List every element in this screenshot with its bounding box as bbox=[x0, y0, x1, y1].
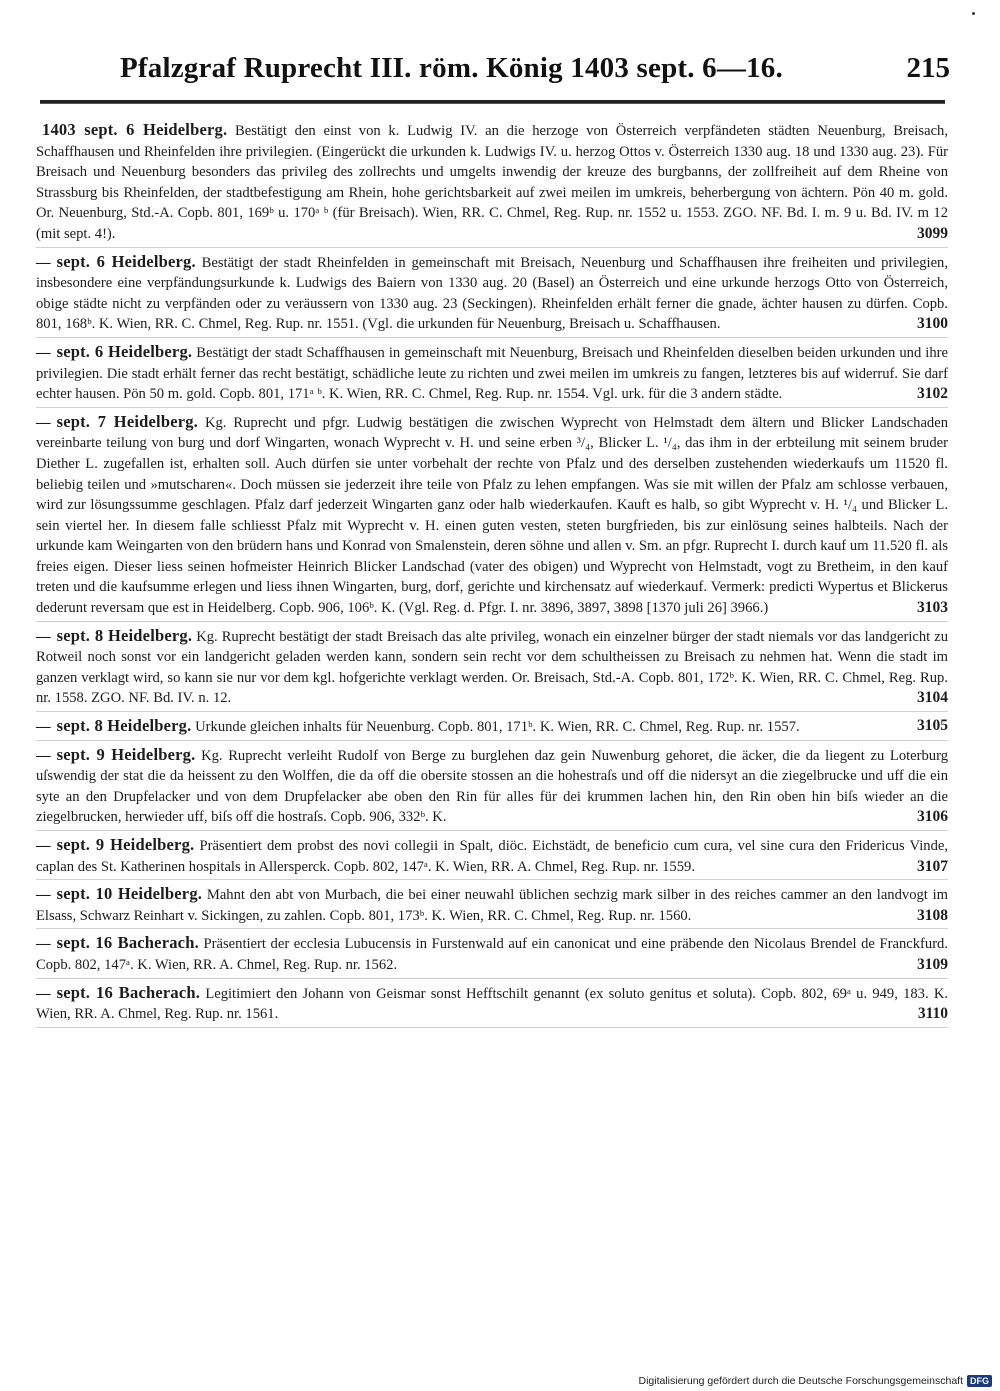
entry-text: Legitimiert den Johann von Geismar sonst Hefftschilt genannt (ex soluto genitus et soluta). Copb. 802, 69ᵃ u. 949, 183. K. Wien, RR. A. Chmel, Reg. Rup. nr. 1561. bbox=[36, 985, 949, 1023]
entry-text: Bestätigt der stadt Schaffhausen in gemeinschaft mit Neuenburg, Breisach und Rheinfelden dieselben beiden urkunden und ihre privilegien. Die stadt erhält ferner das recht bestätigt, schädliche leute zu richten und zwei meilen im umkreis zu fangen, letzteres bis auf widerruf. Sie darf echter hausen. Pön 50 m. gold. Copb. 801, 171ᵃ ᵇ. K. Wien, RR. C. Chmel, Reg. Rup. nr. 1554. Vgl. urk. für die 3 andern städte. bbox=[36, 344, 948, 403]
entry-text: Kg. Ruprecht bestätigt der stadt Breisach das alte privileg, wonach ein einzelner bürger der stadt niemals vor das landgericht zu Rotweil noch sonst vor ein landgericht geladen werden kann, sondern sein recht vor dem schultheissen zu Breisach zu nehmen hat. Wenn die stadt im ganzen verklagt wird, so kann sie nur vor dem kgl. hofgerichte verklagt werden. Or. Breisach, Std.-A. Copb. 801, 172ᵇ. K. Wien, RR. C. Chmel, Reg. Rup. nr. 1558. ZGO. NF. Bd. IV. n. 12. bbox=[36, 628, 948, 707]
regesta-list bbox=[36, 120, 948, 1059]
entry-date-place: 1403 sept. 6 Heidelberg. bbox=[42, 120, 228, 139]
regest-entry bbox=[36, 342, 948, 408]
regest-entry bbox=[36, 716, 948, 741]
entry-date-place: sept. 8 Heidelberg. bbox=[56, 716, 192, 736]
entry-number: 3110 bbox=[917, 1005, 948, 1023]
entry-text: Bestätigt den einst von k. Ludwig IV. an die herzoge von Österreich verpfändeten städten Neuenburg, Breisach, Schaffhausen und Rheinfelden ihre privilegien. (Eingerückt die urkunden k. Ludwigs IV. u. herzog Ottos v. Österreich 1330 aug. 18 und 1330 aug. 23). Für Breisach und Neuenburg besonders das privileg des zollrechts und umgelts inwendig der kreuze des burgbanns, der zollfreiheit auf dem Rheine von Strassburg bis Rheinfelden, der stadtbefestigung am Rhein, hohe gerichtsbarkeit auf zwei meilen im umkreis, beherbergung von ächtern. Pön 40 m. gold. Or. Neuenburg, Std.-A. Copb. 801, 169ᵇ u. 170ᵃ ᵇ (für Breisach). Wien, RR. C. Chmel, Reg. Rup. nr. 1552 u. 1553. ZGO. NF. Bd. I. m. 9 u. Bd. IV. m 12 (mit sept. 4!). bbox=[36, 123, 948, 242]
entry-date-place: sept. 10 Heidelberg. bbox=[56, 884, 203, 904]
entry-number: 3105 bbox=[917, 717, 948, 735]
entry-text: Präsentiert der ecclesia Lubucensis in Furstenwald auf ein canonicat und eine präbende den Nicolaus Brendel de Franckfurd. Copb. 802, 147ᵃ. K. Wien, RR. A. Chmel, Reg. Rup. nr. 1562. bbox=[36, 936, 948, 973]
regest-entry bbox=[36, 983, 948, 1028]
entry-dash: — bbox=[36, 719, 51, 736]
entry-text: Präsentiert dem probst des novi collegii in Spalt, diöc. Eichstädt, de beneficio cum cura, vel sine cura den Fridericus Vinde, caplan des St. Katherinen hospitals in Allersperck. Copb. 802, 147ᵃ. K. Wien, RR. A. Chmel, Reg. Rup. nr. 1559. bbox=[36, 838, 948, 875]
regest-entry bbox=[36, 252, 948, 338]
entry-date-place: sept. 9 Heidelberg. bbox=[56, 835, 195, 854]
entry-number: 3107 bbox=[917, 857, 948, 875]
entry-dash: — bbox=[36, 985, 51, 1002]
entry-dash: — bbox=[36, 344, 51, 361]
entry-number: 3100 bbox=[917, 315, 948, 333]
entry-dash: — bbox=[36, 747, 51, 764]
entry-number: 3104 bbox=[917, 689, 948, 707]
entry-number: 3106 bbox=[917, 808, 948, 826]
entry-number: 3108 bbox=[917, 906, 948, 924]
entry-text: Mahnt den abt von Murbach, die bei einer neuwahl üblichen sechzig mark silber in des reiches cammer an den landvogt im Elsass, Schwarz Reinhart v. Sickingen, zu zahlen. Copb. 801, 173ᵇ. K. Wien, RR. C. Chmel, Reg. Rup. nr. 1560. bbox=[36, 887, 948, 924]
entry-dash: — bbox=[36, 414, 51, 431]
entry-dash: — bbox=[36, 936, 51, 953]
running-title: Pfalzgraf Ruprecht III. röm. König 1403 sept. 6—16. bbox=[120, 52, 783, 84]
regest-entry bbox=[36, 933, 948, 978]
page-header bbox=[120, 52, 950, 92]
entry-date-place: sept. 7 Heidelberg. bbox=[56, 411, 199, 431]
regest-entry bbox=[36, 412, 948, 622]
entry-dash: — bbox=[36, 887, 51, 904]
credit-text: Digitalisierung gefördert durch die Deutsche Forschungsgemeinschaft bbox=[638, 1375, 963, 1387]
dfg-logo-icon: DFG bbox=[967, 1375, 992, 1387]
entry-text: Bestätigt der stadt Rheinfelden in gemeinschaft mit Breisach, Neuenburg und Schaffhausen ihre freiheiten und privilegien, insbesondere eine verpfändungsurkunde k. Ludwigs des Baiern von 1330 aug. 20 (Basel) an Österreich und eine urkunde herzogs Otto von Österreich, obige städte nicht zu verpfänden oder zu veräussern von 1330 aug. 23 (Seckingen). Rheinfelden erhält ferner die gnade, ächter hausen zu dürfen. Copb. 801, 168ᵇ. K. Wien, RR. C. Chmel, Reg. Rup. nr. 1551. (Vgl. die urkunden für Neuenburg, Breisach u. Schaffhausen. bbox=[36, 254, 948, 333]
entry-number: 3102 bbox=[917, 385, 948, 403]
entry-number: 3103 bbox=[917, 599, 948, 617]
entry-date-place: sept. 16 Bacherach. bbox=[56, 933, 199, 953]
entry-text: Urkunde gleichen inhalts für Neuenburg. Copb. 801, 171ᵇ. K. Wien, RR. C. Chmel, Reg. Rup. nr. 1557. bbox=[195, 719, 800, 736]
entry-dash: — bbox=[36, 628, 51, 645]
entry-text: Kg. Ruprecht verleiht Rudolf von Berge zu burglehen daz gein Nuwenburg gehoret, die äcker, die da liegent zu Loterburg uſswendig der stat die da heissent zu den Wolffen, die da off die obersite stossen an die hohestraſs und off die nidersyt an die ziegelbrucke und uff die ein syte an den Drupfelacker und von dem Drupfelacker abe oben den Rin für alles für dei krummen lachen hin, den Rin oben hin biſs wieder an die ziegelbrucken, herwieder uff, biſs off die hostraſs. Copb. 906, 332ᵇ. K. bbox=[36, 747, 948, 826]
entry-date-place: sept. 6 Heidelberg. bbox=[56, 251, 196, 271]
regest-entry bbox=[36, 835, 948, 880]
regest-entry bbox=[36, 1032, 948, 1056]
entry-date-place: sept. 6 Heidelberg. bbox=[56, 341, 193, 361]
page-number: 215 bbox=[906, 52, 950, 84]
entry-number: 3109 bbox=[917, 955, 948, 973]
entry-dash: — bbox=[36, 838, 51, 854]
entry-dash: — bbox=[36, 254, 51, 271]
entry-number: 3099 bbox=[917, 224, 948, 242]
digitization-credit bbox=[638, 1373, 992, 1389]
header-rule bbox=[40, 100, 945, 104]
entry-date-place: sept. 8 Heidelberg. bbox=[56, 625, 193, 645]
regest-entry bbox=[36, 120, 948, 248]
regest-entry bbox=[36, 626, 948, 712]
regest-entry bbox=[36, 884, 948, 929]
entry-date-place: sept. 9 Heidelberg. bbox=[56, 744, 196, 764]
scan-speck bbox=[972, 12, 975, 15]
entry-text: Kg. Ruprecht und pfgr. Ludwig bestätigen die zwischen Wyprecht von Helmstadt dem ältern und Blicker Landschaden vereinbarte teilung von burg und dorf Wingarten, wonach Wyprecht v. H. und seine erben ³/₄, Blicker L. ¹/₄, das ihm in der erbteilung mit seinem bruder Diether L. zugefallen ist, erhalten soll. Auch dürfen sie unter vorbehalt der rechte von Pfalz und des derselben zustehenden wiederkaufs um 11520 fl. beliebig teilen und »mutscharen«. Doch müssen sie jederzeit ihre teile von Pfalz zu lehen empfangen. Was sie mit willen der Pfalz am schlosse verbauen, wird zur lösungssumme geschlagen. Pfalz darf jederzeit Wingarten ganz oder halb wiederkaufen. Kauft es halb, so gibt Wyprecht v. H. ¹/₄ und Blicker L. sein viertel her. In diesem falle schliesst Pfalz mit Wyprecht v. H. einen guten vesten, steten burgfrieden, bis zur einlösung seines halbteils. Nach der urkunde kam Weingarten von den brüdern hans und Konrad von Smalenstein, deren söhne und allen v. Sm. an pfgr. Ruprecht I. durch kauf um 11.520 fl. als freies eigen. Dieser liess seinen hofmeister Heinrich Blicker Landschad (vater des obigen) und Wyprecht von Helmstadt, vogt zu Bretheim, in den kauf treten und die kaufsumme erlegen und liess ihnen Wingarten, burg, dorf, gerichte und kirchensatz auf wiederkauf. Vermerk: predicti Wypertus et Blickerus dederunt reversam que est in Heidelberg. Copb. 906, 106ᵇ. K. (Vgl. Reg. d. Pfgr. I. nr. 3896, 3897, 3898 [1370 juli 26] 3966.) bbox=[36, 414, 948, 617]
regest-entry bbox=[36, 745, 948, 831]
entry-date-place: sept. 16 Bacherach. bbox=[56, 982, 201, 1002]
